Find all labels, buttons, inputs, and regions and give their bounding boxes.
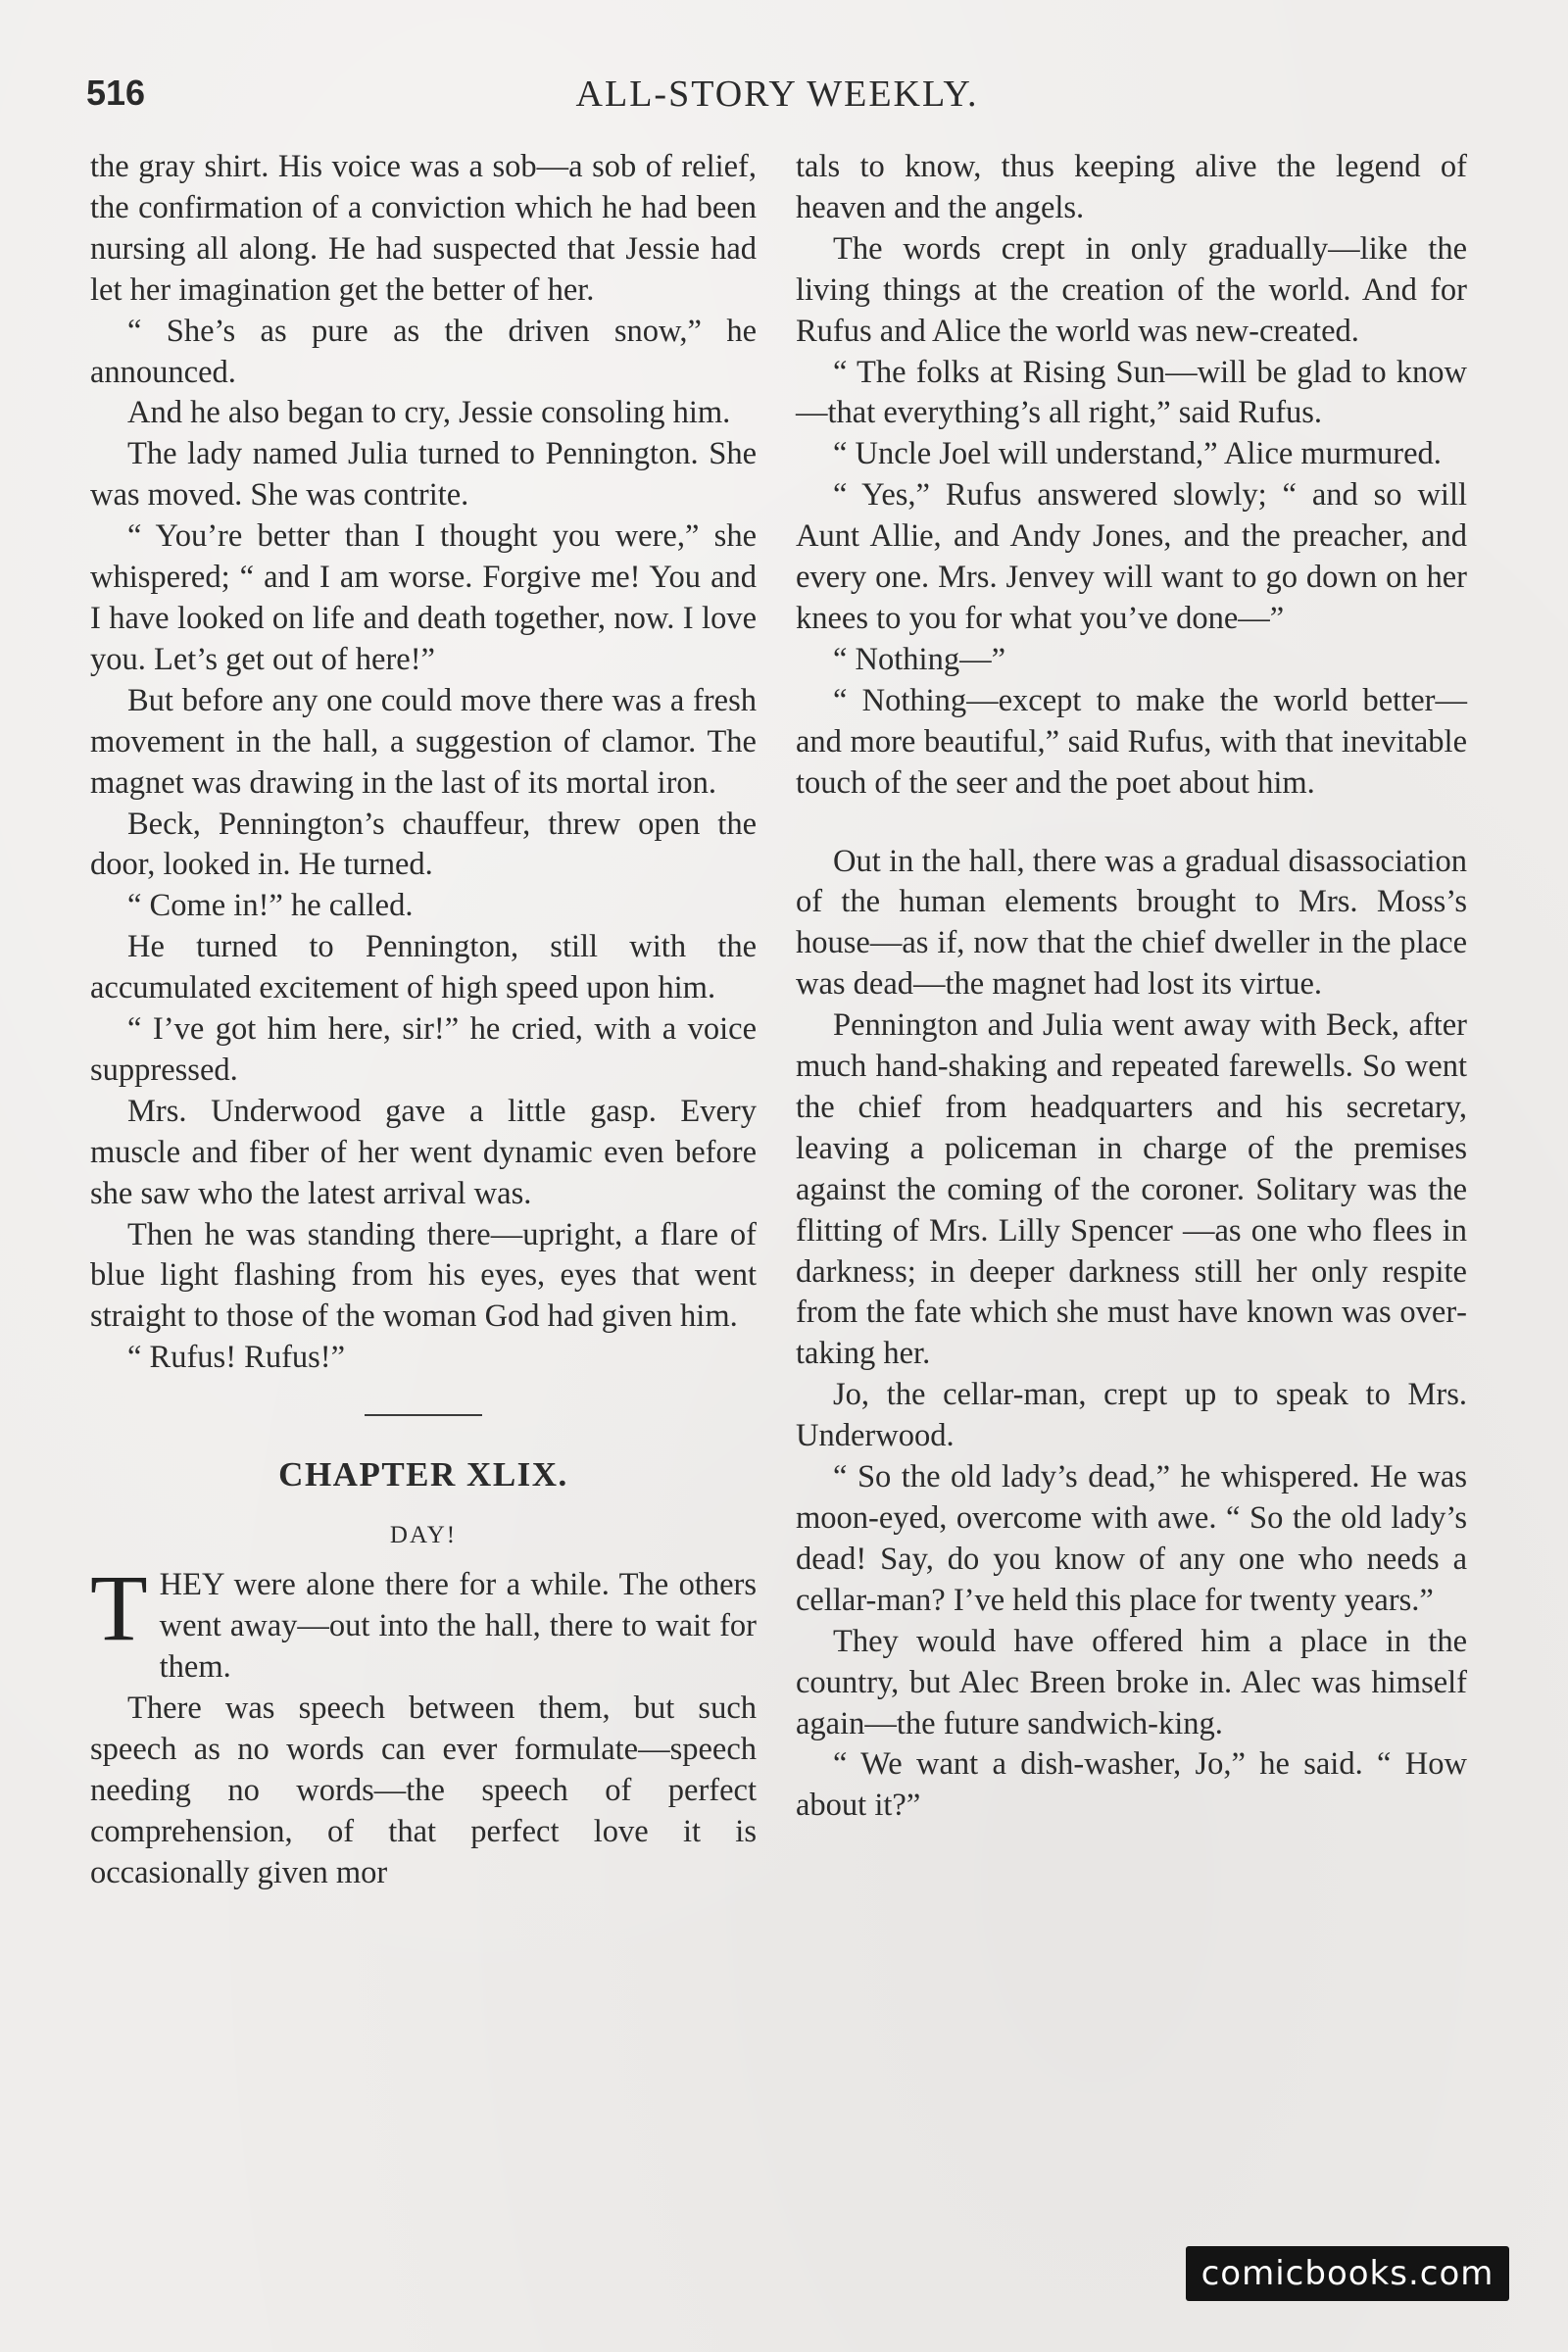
paragraph: “ So the old lady’s dead,” he whispered. He was moon-eyed, overcome with awe. “ So the old lady’s dead! Say, do you know of any one who needs a cellar-man? I’ve held this place for twenty years.” — [796, 1459, 1467, 1618]
paragraph: “ Uncle Joel will understand,” Alice murmured. — [833, 436, 1442, 472]
paragraph: Then he was standing there—upright, a flare of blue light flashing from his eyes, eyes that went straight to those of the woman God had given him. — [90, 1216, 757, 1335]
chapter-title: CHAPTER XLIX. — [278, 1455, 568, 1494]
paragraph: They would have offered him a place in the country, but Alec Breen broke in. Alec was himself again—the future sandwich-king. — [796, 1623, 1467, 1741]
paragraph: There was speech between them, but such speech as no words can ever formulate—speech needing no words—the speech of perfect comprehension, of that perfect love it is occasionally given mor — [90, 1690, 757, 1890]
page-number: 516 — [86, 73, 146, 113]
paragraph: Beck, Pennington’s chauffeur, threw open the door, looked in. He turned. — [90, 806, 757, 883]
site-watermark: comicbooks.com — [1186, 2246, 1509, 2301]
running-head: ALL-STORY WEEKLY. — [575, 74, 979, 115]
paragraph: Mrs. Underwood gave a little gasp. Every muscle and fiber of her went dynamic even before she saw who the latest arrival was. — [90, 1093, 757, 1211]
left-column — [90, 147, 757, 1893]
paragraph: “ The folks at Rising Sun—will be glad to know—that everything’s all right,” said Rufus. — [796, 354, 1467, 431]
paragraph: “ I’ve got him here, sir!” he cried, with a voice suppressed. — [90, 1011, 757, 1088]
page-header — [86, 73, 1468, 123]
opening-paragraph-text: HEY were alone there for a while. The others went away—out into the hall, there to wait for them. — [159, 1567, 757, 1685]
paragraph: “ You’re better than I thought you were,” she whispered; “ and I am worse. Forgive me! You and I have looked on life and death together, now. I love you. Let’s get out of here!” — [90, 518, 757, 677]
paragraph-continuation: tals to know, thus keeping alive the legend of heaven and the angels. — [796, 149, 1467, 225]
paragraph: Jo, the cellar-man, crept up to speak to Mrs. Underwood. — [796, 1377, 1467, 1454]
drop-cap: T — [90, 1555, 148, 1661]
paragraph: the gray shirt. His voice was a sob—a sob of relief, the confirmation of a conviction which he had been nursing all along. He had suspected that Jessie had let her imagination get the better of her. — [90, 149, 757, 308]
paragraph: “ She’s as pure as the driven snow,” he announced. — [90, 313, 757, 390]
paragraph: “ Nothing—except to make the world better—and more beautiful,” said Rufus, with that inevitable touch of the seer and the poet about him. — [796, 682, 1467, 801]
paragraph: And he also began to cry, Jessie consoling him. — [127, 395, 731, 431]
chapter-divider — [365, 1414, 482, 1416]
paragraph: The words crept in only gradually—like the living things at the creation of the world. And for Rufus and Alice the world was new-created. — [796, 230, 1467, 349]
chapter-subtitle: DAY! — [389, 1522, 458, 1549]
paragraph: But before any one could move there was a fresh movement in the hall, a suggestion of clamor. The magnet was drawing in the last of its mortal iron. — [90, 682, 757, 801]
paragraph: Pennington and Julia went away with Beck, after much hand-shaking and repeated farewells. So went the chief from headquarters and his secretary, leaving a policeman in charge of the premises against the coming of the coroner. Solitary was the flitting of Mrs. Lilly Spencer —as one who flees in darkness; in deeper darkness still her only respite from the fate which she must have known was overtaking her. — [796, 1007, 1467, 1372]
chapter-opening-paragraph — [90, 1555, 757, 1689]
section-break — [796, 805, 1467, 842]
paragraph: The lady named Julia turned to Pennington. She was moved. She was contrite. — [90, 436, 757, 514]
paragraph: “ We want a dish-washer, Jo,” he said. “ How about it?” — [796, 1746, 1467, 1824]
right-column — [796, 147, 1467, 1827]
paragraph: “ Yes,” Rufus answered slowly; “ and so will Aunt Allie, and Andy Jones, and the preacher, and every one. Mrs. Jenvey will want to go down on her knees to you for what you’ve done—” — [796, 477, 1467, 636]
paragraph: He turned to Pennington, still with the accumulated excitement of high speed upon him. — [90, 929, 757, 1006]
paragraph: Out in the hall, there was a gradual disassociation of the human elements brought to Mrs. Moss’s house—as if, now that the chief dweller in the place was dead—the magnet had lost its virtue. — [796, 843, 1467, 1003]
paragraph: “ Come in!” he called. — [127, 888, 414, 924]
paragraph: “ Nothing—” — [833, 641, 1006, 677]
paragraph: “ Rufus! Rufus!” — [127, 1340, 346, 1376]
